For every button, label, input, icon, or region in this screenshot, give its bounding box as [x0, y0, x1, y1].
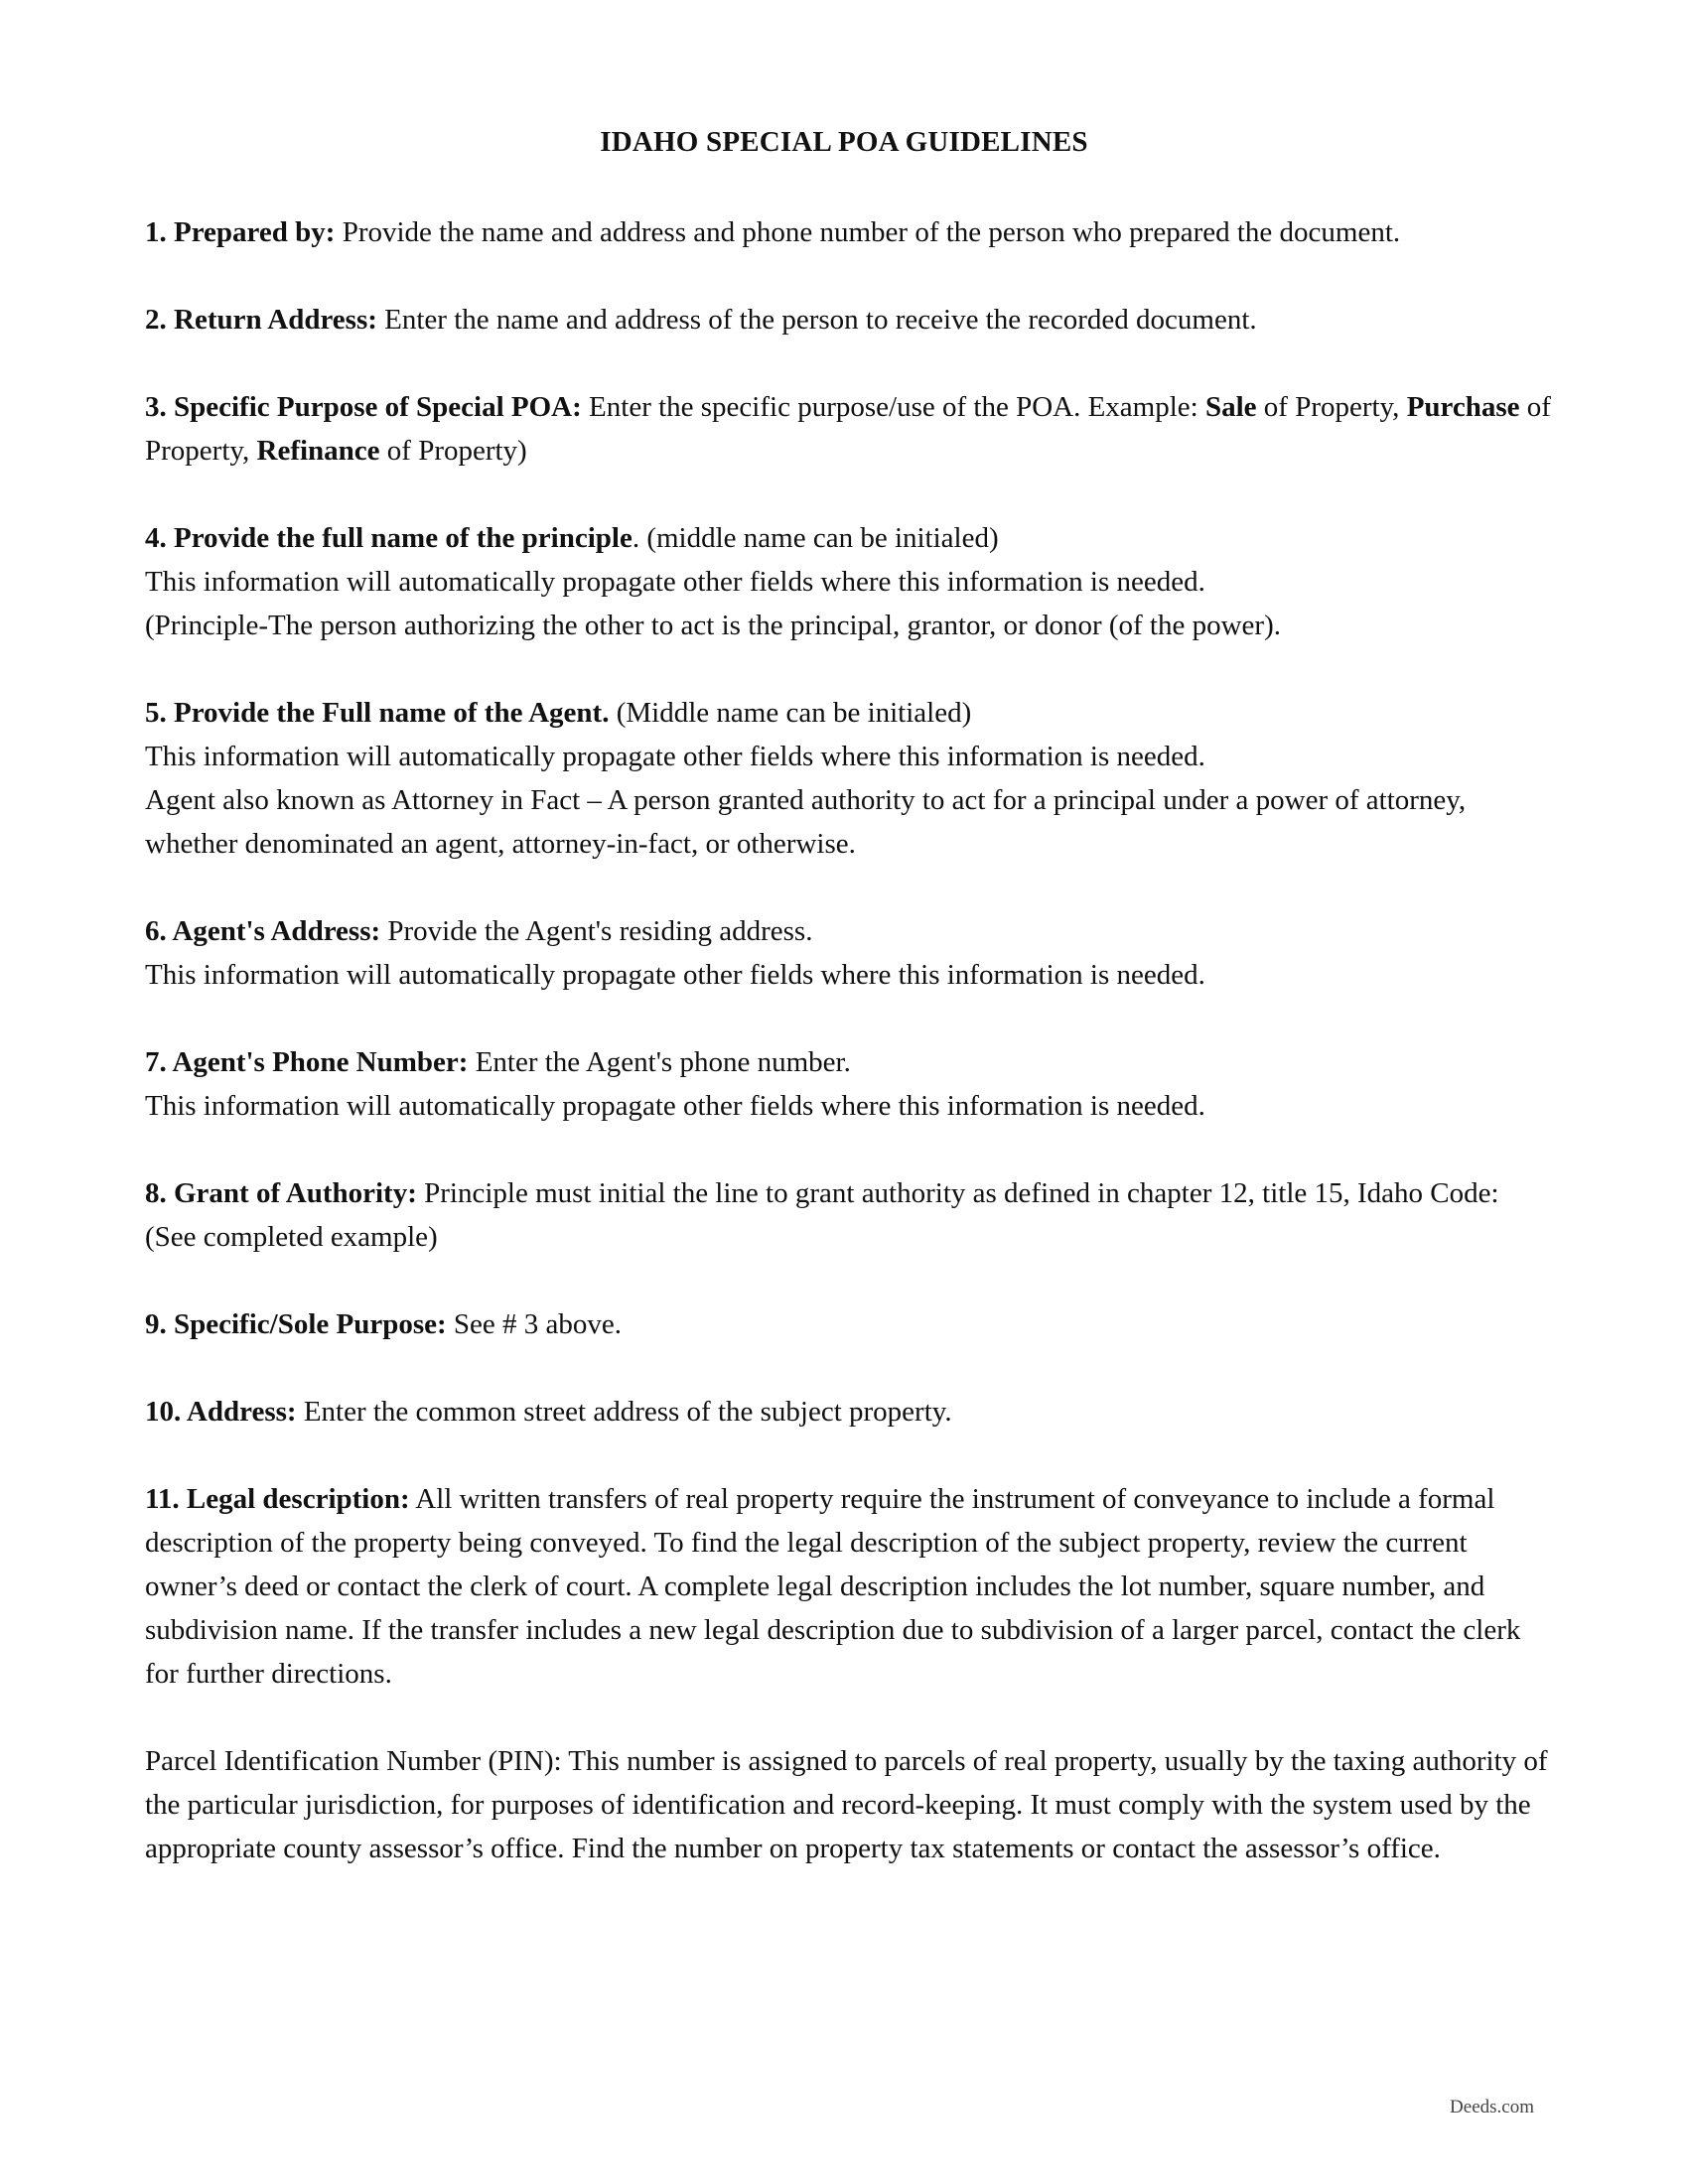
footer-brand: Deeds.com [1450, 2097, 1534, 2117]
item-label: 6. Agent's Address: [145, 915, 381, 947]
item-label: 2. Return Address: [145, 304, 377, 336]
item-label: 11. Legal description: [145, 1483, 410, 1515]
item-line: This information will automatically propagate other fields where this information is needed. [145, 959, 1205, 991]
item-text: Enter the common street address of the subject property. [296, 1396, 952, 1428]
example-purchase: Purchase [1406, 391, 1520, 423]
guideline-item-10 [145, 1390, 1555, 1433]
guideline-item-1 [145, 210, 1555, 254]
item-label: 1. Prepared by: [145, 216, 336, 248]
guidelines-body [145, 210, 1555, 1914]
example-refinance: Refinance [256, 435, 380, 467]
guideline-item-4 [145, 516, 1555, 647]
guideline-item-8 [145, 1171, 1555, 1259]
item-first-line [145, 516, 1555, 560]
item-label: 9. Specific/Sole Purpose: [145, 1308, 447, 1340]
item-first-line [145, 1040, 1555, 1084]
item-text: Provide the name and address and phone number of the person who prepared the document. [335, 216, 1401, 248]
item-label: 10. Address: [145, 1396, 297, 1428]
guideline-item-7 [145, 1040, 1555, 1128]
guideline-item-9 [145, 1302, 1555, 1346]
guideline-item-2 [145, 298, 1555, 341]
item-line: This information will automatically propagate other fields where this information is needed. [145, 741, 1205, 772]
example-sale: Sale [1204, 391, 1257, 423]
item-line: This information will automatically propagate other fields where this information is needed. [145, 1090, 1205, 1122]
item-text: See # 3 above. [446, 1308, 623, 1340]
item-label: 5. Provide the Full name of the Agent. [145, 697, 610, 729]
item-line: (Principle-The person authorizing the other to act is the principal, grantor, or donor (of the power). [145, 610, 1281, 641]
item-label: 8. Grant of Authority: [145, 1177, 417, 1209]
item-text: Enter the name and address of the person to receive the recorded document. [376, 304, 1257, 336]
guideline-item-3 [145, 385, 1555, 473]
item-text: Enter the Agent's phone number. [468, 1046, 851, 1078]
item-text: . (middle name can be initialed) [632, 522, 999, 554]
item-text: Provide the Agent's residing address. [380, 915, 813, 947]
item-text: Principle must initial the line to grant authority as defined in chapter 12, title 15, Idaho Code: (See completed example) [145, 1177, 1499, 1253]
pin-paragraph: Parcel Identification Number (PIN): This number is assigned to parcels of real property, usually by the taxing authority of the particular jurisdiction, for purposes of identification and record-keeping. It must comply with the system used by the appropriate county assessor’s office. Find the number on property tax statements or contact the assessor’s office. [145, 1745, 1548, 1864]
item-first-line [145, 909, 1555, 953]
item-text: All written transfers of real property require the instrument of conveyance to include a formal description of the property being conveyed. To find the legal description of the subject property, review the current owner’s deed or contact the clerk of court. A complete legal description includes the lot number, square number, and subdivision name. If the transfer includes a new legal description due to subdivision of a larger parcel, contact the clerk for further directions. [145, 1483, 1521, 1690]
item-text: of Property, [145, 391, 1551, 467]
item-text: Enter the specific purpose/use of the POA. Example: [581, 391, 1205, 423]
item-text: of Property) [379, 435, 527, 467]
item-label: 7. Agent's Phone Number: [145, 1046, 469, 1078]
guideline-item-5 [145, 691, 1555, 866]
item-text: of Property, [1256, 391, 1407, 423]
item-text: (Middle name can be initialed) [609, 697, 972, 729]
item-label: 3. Specific Purpose of Special POA: [145, 391, 582, 423]
guideline-item-6 [145, 909, 1555, 997]
guideline-item-11 [145, 1477, 1555, 1696]
item-line: Agent also known as Attorney in Fact – A person granted authority to act for a principal under a power of attorney, whether denominated an agent, attorney-in-fact, or otherwise. [145, 784, 1467, 860]
item-first-line [145, 691, 1555, 735]
item-label: 4. Provide the full name of the principle [145, 522, 633, 554]
item-line: This information will automatically propagate other fields where this information is needed. [145, 566, 1205, 598]
document-title: IDAHO SPECIAL POA GUIDELINES [600, 126, 1088, 158]
